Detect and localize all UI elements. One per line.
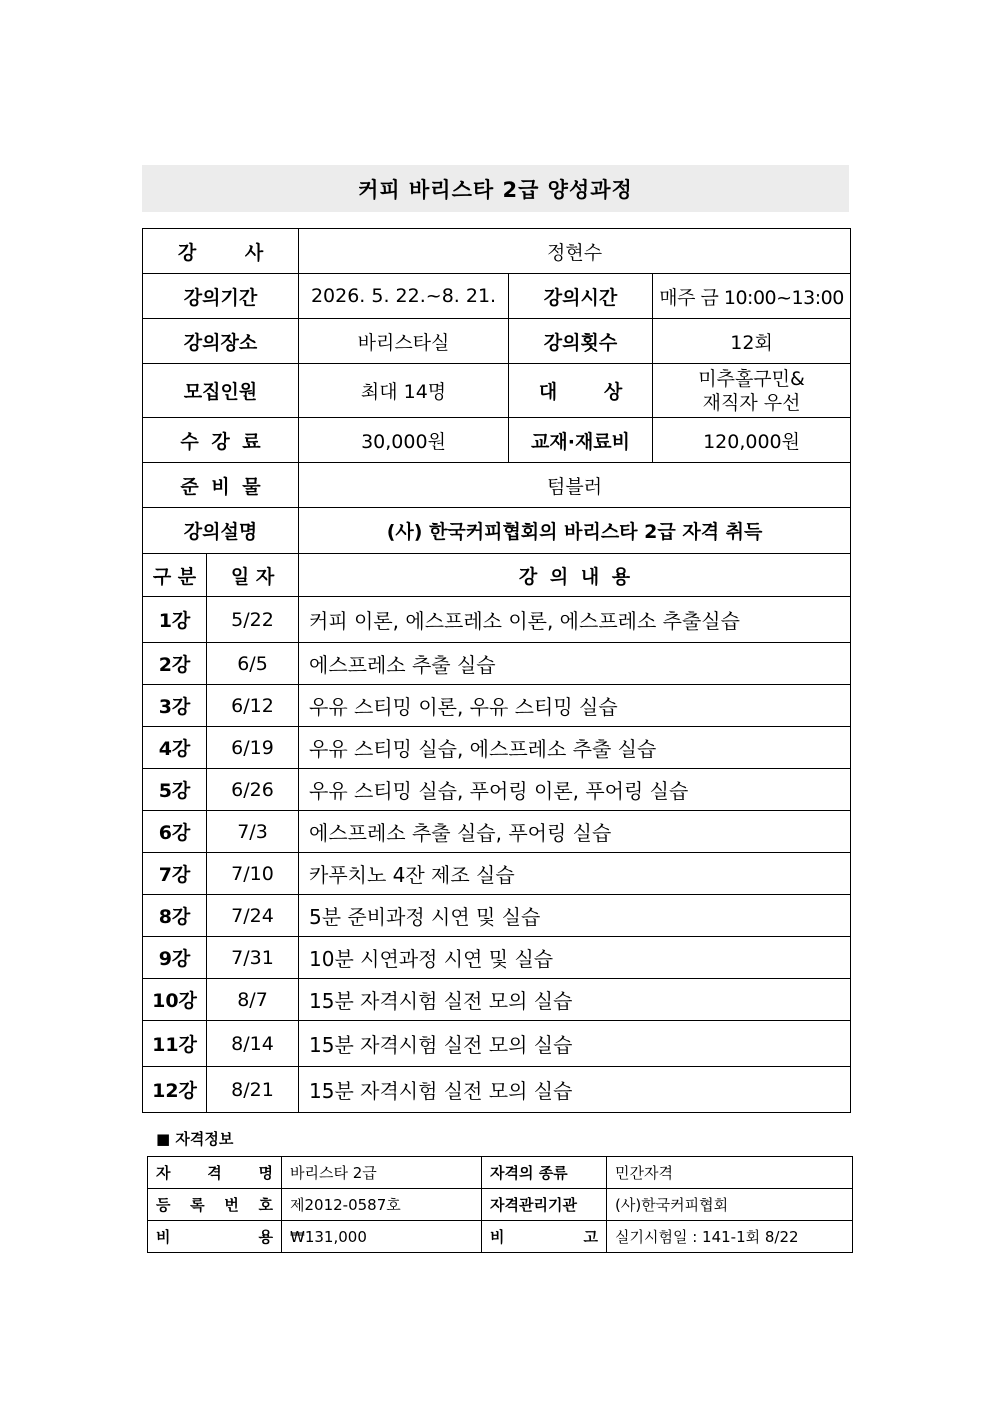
cert-org-label: 자격관리기관	[482, 1189, 607, 1221]
schedule-row	[143, 685, 851, 727]
desc-value: (사) 한국커피협회의 바리스타 2급 자격 취득	[299, 508, 851, 554]
header-no: 구 분	[143, 554, 207, 597]
schedule-date: 8/7	[207, 979, 299, 1021]
schedule-date: 6/12	[207, 685, 299, 727]
desc-label: 강의설명	[143, 508, 299, 554]
page-title: 커피 바리스타 2급 양성과정	[142, 165, 849, 212]
place-value: 바리스타실	[299, 319, 509, 364]
prep-value: 텀블러	[299, 463, 851, 508]
recruit-label: 모집인원	[143, 364, 299, 418]
cert-note-label: 비 고	[482, 1221, 607, 1253]
schedule-date: 8/14	[207, 1021, 299, 1067]
schedule-content: 우유 스티밍 실습, 에스프레소 추출 실습	[299, 727, 851, 769]
prep-label: 준 비 물	[143, 463, 299, 508]
schedule-content: 에스프레소 추출 실습	[299, 643, 851, 685]
cert-org-value: (사)한국커피협회	[607, 1189, 853, 1221]
prep-row	[143, 463, 851, 508]
place-row	[143, 319, 851, 364]
place-label: 강의장소	[143, 319, 299, 364]
schedule-body	[143, 597, 851, 1113]
schedule-row	[143, 643, 851, 685]
cert-cost-value: ₩131,000	[282, 1221, 482, 1253]
cert-row-reg	[148, 1189, 853, 1221]
schedule-session-no: 2강	[143, 643, 207, 685]
cert-cost-label: 비 용	[148, 1221, 282, 1253]
instructor-value: 정현수	[299, 229, 851, 274]
schedule-row	[143, 727, 851, 769]
schedule-content: 10분 시연과정 시연 및 실습	[299, 937, 851, 979]
period-row	[143, 274, 851, 319]
instructor-label: 강 사	[143, 229, 299, 274]
schedule-content: 15분 자격시험 실전 모의 실습	[299, 979, 851, 1021]
schedule-content: 에스프레소 추출 실습, 푸어링 실습	[299, 811, 851, 853]
recruit-row	[143, 364, 851, 418]
material-value: 120,000원	[653, 418, 851, 463]
instructor-row	[143, 229, 851, 274]
schedule-content: 우유 스티밍 실습, 푸어링 이론, 푸어링 실습	[299, 769, 851, 811]
fee-row	[143, 418, 851, 463]
fee-value: 30,000원	[299, 418, 509, 463]
schedule-session-no: 7강	[143, 853, 207, 895]
period-value: 2026. 5. 22.~8. 21.	[299, 274, 509, 319]
cert-reg-value: 제2012-0587호	[282, 1189, 482, 1221]
fee-label: 수 강 료	[143, 418, 299, 463]
period-label: 강의기간	[143, 274, 299, 319]
schedule-row	[143, 853, 851, 895]
schedule-session-no: 5강	[143, 769, 207, 811]
schedule-session-no: 12강	[143, 1067, 207, 1113]
schedule-session-no: 10강	[143, 979, 207, 1021]
time-value: 매주 금 10:00~13:00	[653, 274, 851, 319]
schedule-date: 8/21	[207, 1067, 299, 1113]
schedule-date: 7/24	[207, 895, 299, 937]
schedule-date: 6/5	[207, 643, 299, 685]
schedule-row	[143, 769, 851, 811]
schedule-date: 7/31	[207, 937, 299, 979]
schedule-row	[143, 1067, 851, 1113]
target-label: 대 상	[509, 364, 653, 418]
schedule-content: 커피 이론, 에스프레소 이론, 에스프레소 추출실습	[299, 597, 851, 643]
cert-name-value: 바리스타 2급	[282, 1157, 482, 1189]
schedule-content: 5분 준비과정 시연 및 실습	[299, 895, 851, 937]
schedule-session-no: 8강	[143, 895, 207, 937]
schedule-content: 우유 스티밍 이론, 우유 스티밍 실습	[299, 685, 851, 727]
count-label: 강의횟수	[509, 319, 653, 364]
cert-note-value: 실기시험일 : 141-1회 8/22	[607, 1221, 853, 1253]
cert-type-value: 민간자격	[607, 1157, 853, 1189]
schedule-row	[143, 597, 851, 643]
schedule-date: 7/10	[207, 853, 299, 895]
schedule-row	[143, 895, 851, 937]
schedule-date: 7/3	[207, 811, 299, 853]
header-date: 일 자	[207, 554, 299, 597]
cert-name-label: 자 격 명	[148, 1157, 282, 1189]
material-label: 교재·재료비	[509, 418, 653, 463]
cert-row-name	[148, 1157, 853, 1189]
desc-row	[143, 508, 851, 554]
cert-type-label: 자격의 종류	[482, 1157, 607, 1189]
schedule-content: 15분 자격시험 실전 모의 실습	[299, 1021, 851, 1067]
cert-row-cost	[148, 1221, 853, 1253]
course-table	[142, 228, 851, 1113]
recruit-value: 최대 14명	[299, 364, 509, 418]
schedule-session-no: 6강	[143, 811, 207, 853]
schedule-content: 15분 자격시험 실전 모의 실습	[299, 1067, 851, 1113]
cert-reg-label: 등 록 번 호	[148, 1189, 282, 1221]
schedule-session-no: 1강	[143, 597, 207, 643]
count-value: 12회	[653, 319, 851, 364]
schedule-date: 5/22	[207, 597, 299, 643]
time-label: 강의시간	[509, 274, 653, 319]
schedule-session-no: 9강	[143, 937, 207, 979]
schedule-content: 카푸치노 4잔 제조 실습	[299, 853, 851, 895]
cert-table	[147, 1156, 853, 1253]
schedule-row	[143, 937, 851, 979]
target-value: 미추홀구민& 재직자 우선	[653, 364, 851, 418]
schedule-row	[143, 811, 851, 853]
cert-section-heading: ■ 자격정보	[156, 1130, 234, 1148]
header-content: 강 의 내 용	[299, 554, 851, 597]
schedule-date: 6/19	[207, 727, 299, 769]
schedule-session-no: 4강	[143, 727, 207, 769]
schedule-session-no: 3강	[143, 685, 207, 727]
schedule-session-no: 11강	[143, 1021, 207, 1067]
schedule-header-row	[143, 554, 851, 597]
schedule-date: 6/26	[207, 769, 299, 811]
schedule-row	[143, 979, 851, 1021]
schedule-row	[143, 1021, 851, 1067]
